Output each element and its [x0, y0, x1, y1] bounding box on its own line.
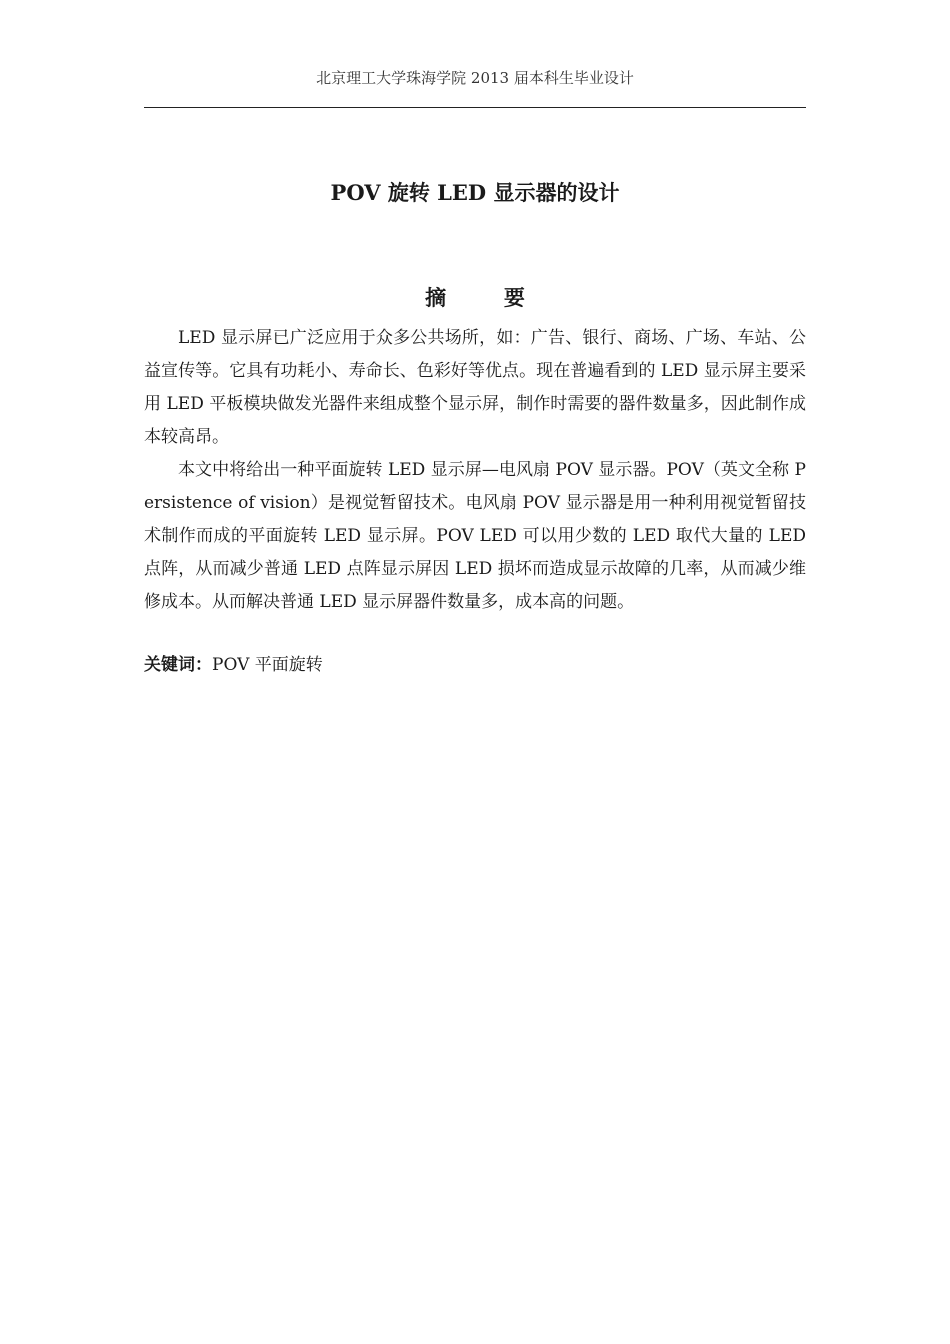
abstract-body — [144, 322, 806, 619]
keywords-line — [144, 649, 806, 681]
keywords-value: POV 平面旋转 — [212, 655, 323, 675]
document-title: POV 旋转 LED 显示器的设计 — [330, 180, 620, 205]
header-divider — [144, 107, 806, 108]
abstract-paragraph: LED 显示屏已广泛应用于众多公共场所，如：广告、银行、商场、广场、车站、公益宣传等。它具有功耗小、寿命长、色彩好等优点。现在普遍看到的 LED 显示屏主要采用 LED 平板模块做发光器件来组成整个显示屏，制作时需要的器件数量多，因此制作成本较高昂。 — [144, 328, 806, 447]
page-header: 北京理工大学珠海学院 2013 届本科生毕业设计 — [316, 69, 634, 87]
abstract-heading: 摘 要 — [425, 285, 551, 310]
abstract-paragraph: 本文中将给出一种平面旋转 LED 显示屏—电风扇 POV 显示器。POV（英文全称 Persistence of vision）是视觉暂留技术。电风扇 POV 显示器是用一种利用视觉暂留技术制作而成的平面旋转 LED 显示屏。POV LED 可以用少数的 LED 取代大量的 LED 点阵，从而减少普通 LED 点阵显示屏因 LED 损坏而造成显示故障的几率，从而减少维修成本。从而解决普通 LED 显示屏器件数量多，成本高的问题。 — [144, 460, 806, 612]
keywords-label: 关键词： — [144, 655, 212, 675]
